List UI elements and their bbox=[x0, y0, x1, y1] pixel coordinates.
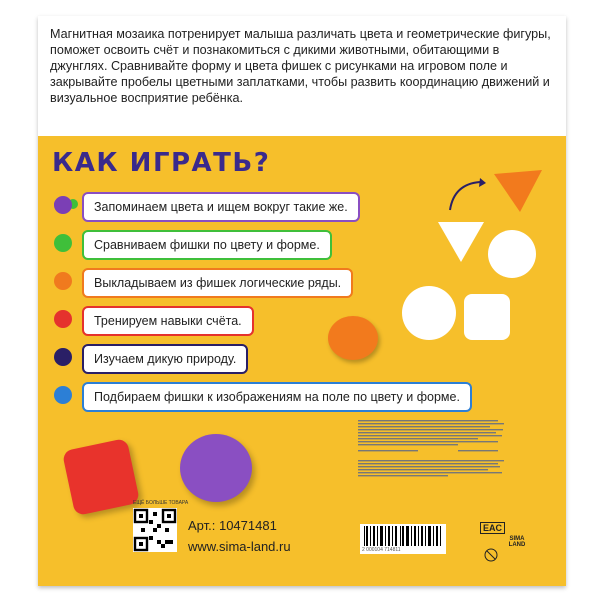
rule-dot bbox=[54, 272, 72, 290]
recycle-icon bbox=[484, 548, 498, 562]
brand-mark: SIMA LAND bbox=[508, 536, 526, 548]
qr-code-icon bbox=[133, 508, 177, 552]
white-triangle-icon bbox=[436, 218, 486, 266]
rule-dot bbox=[54, 386, 72, 404]
rule-dot bbox=[54, 234, 72, 252]
cert-mark: EAC bbox=[480, 522, 505, 534]
rule-item: Подбираем фишки к изображениям на поле по цвету и форме. bbox=[82, 382, 472, 412]
intro-panel bbox=[38, 16, 566, 136]
rule-item: Тренируем навыки счёта. bbox=[82, 306, 254, 336]
rule-item: Сравниваем фишки по цвету и форме. bbox=[82, 230, 332, 260]
rule-dot bbox=[54, 348, 72, 366]
rule-item: Выкладываем из фишек логические ряды. bbox=[82, 268, 353, 298]
intro-text: Магнитная мозаика потренирует малыша различать цвета и геометрические фигуры, поможет освоить счёт и познакомиться с дикими животными, обитающими в джунглях. Сравнивайте форму и цвета фишек с рисунками на игровом поле и закрывайте пробелы цветными заплатками, чтобы развить координацию движений и визуальное восприятие ребёнка. bbox=[50, 27, 551, 105]
red-square-chip bbox=[62, 438, 140, 516]
rule-dot bbox=[54, 310, 72, 328]
orange-circle-icon bbox=[328, 316, 378, 360]
website-link[interactable]: www.sima-land.ru bbox=[188, 539, 291, 554]
rule-item: Изучаем дикую природу. bbox=[82, 344, 248, 374]
barcode-digits: 2 000104 714811 bbox=[362, 547, 401, 553]
orange-triangle-icon bbox=[490, 166, 546, 216]
swap-arrow-icon bbox=[446, 174, 486, 214]
how-to-play-title: КАК ИГРАТЬ? bbox=[52, 148, 271, 178]
article-number: Арт.: 10471481 bbox=[188, 518, 277, 533]
purple-circle-chip bbox=[180, 434, 252, 502]
white-circle-icon bbox=[488, 230, 536, 278]
qr-label: ЕЩЁ БОЛЬШЕ ТОВАРА bbox=[133, 500, 189, 506]
white-circle-icon bbox=[402, 286, 456, 340]
package-back bbox=[38, 16, 566, 586]
fine-print-block bbox=[358, 420, 508, 480]
white-square-icon bbox=[464, 294, 510, 340]
rule-item: Запоминаем цвета и ищем вокруг такие же. bbox=[82, 192, 360, 222]
rule-dot bbox=[54, 196, 72, 214]
